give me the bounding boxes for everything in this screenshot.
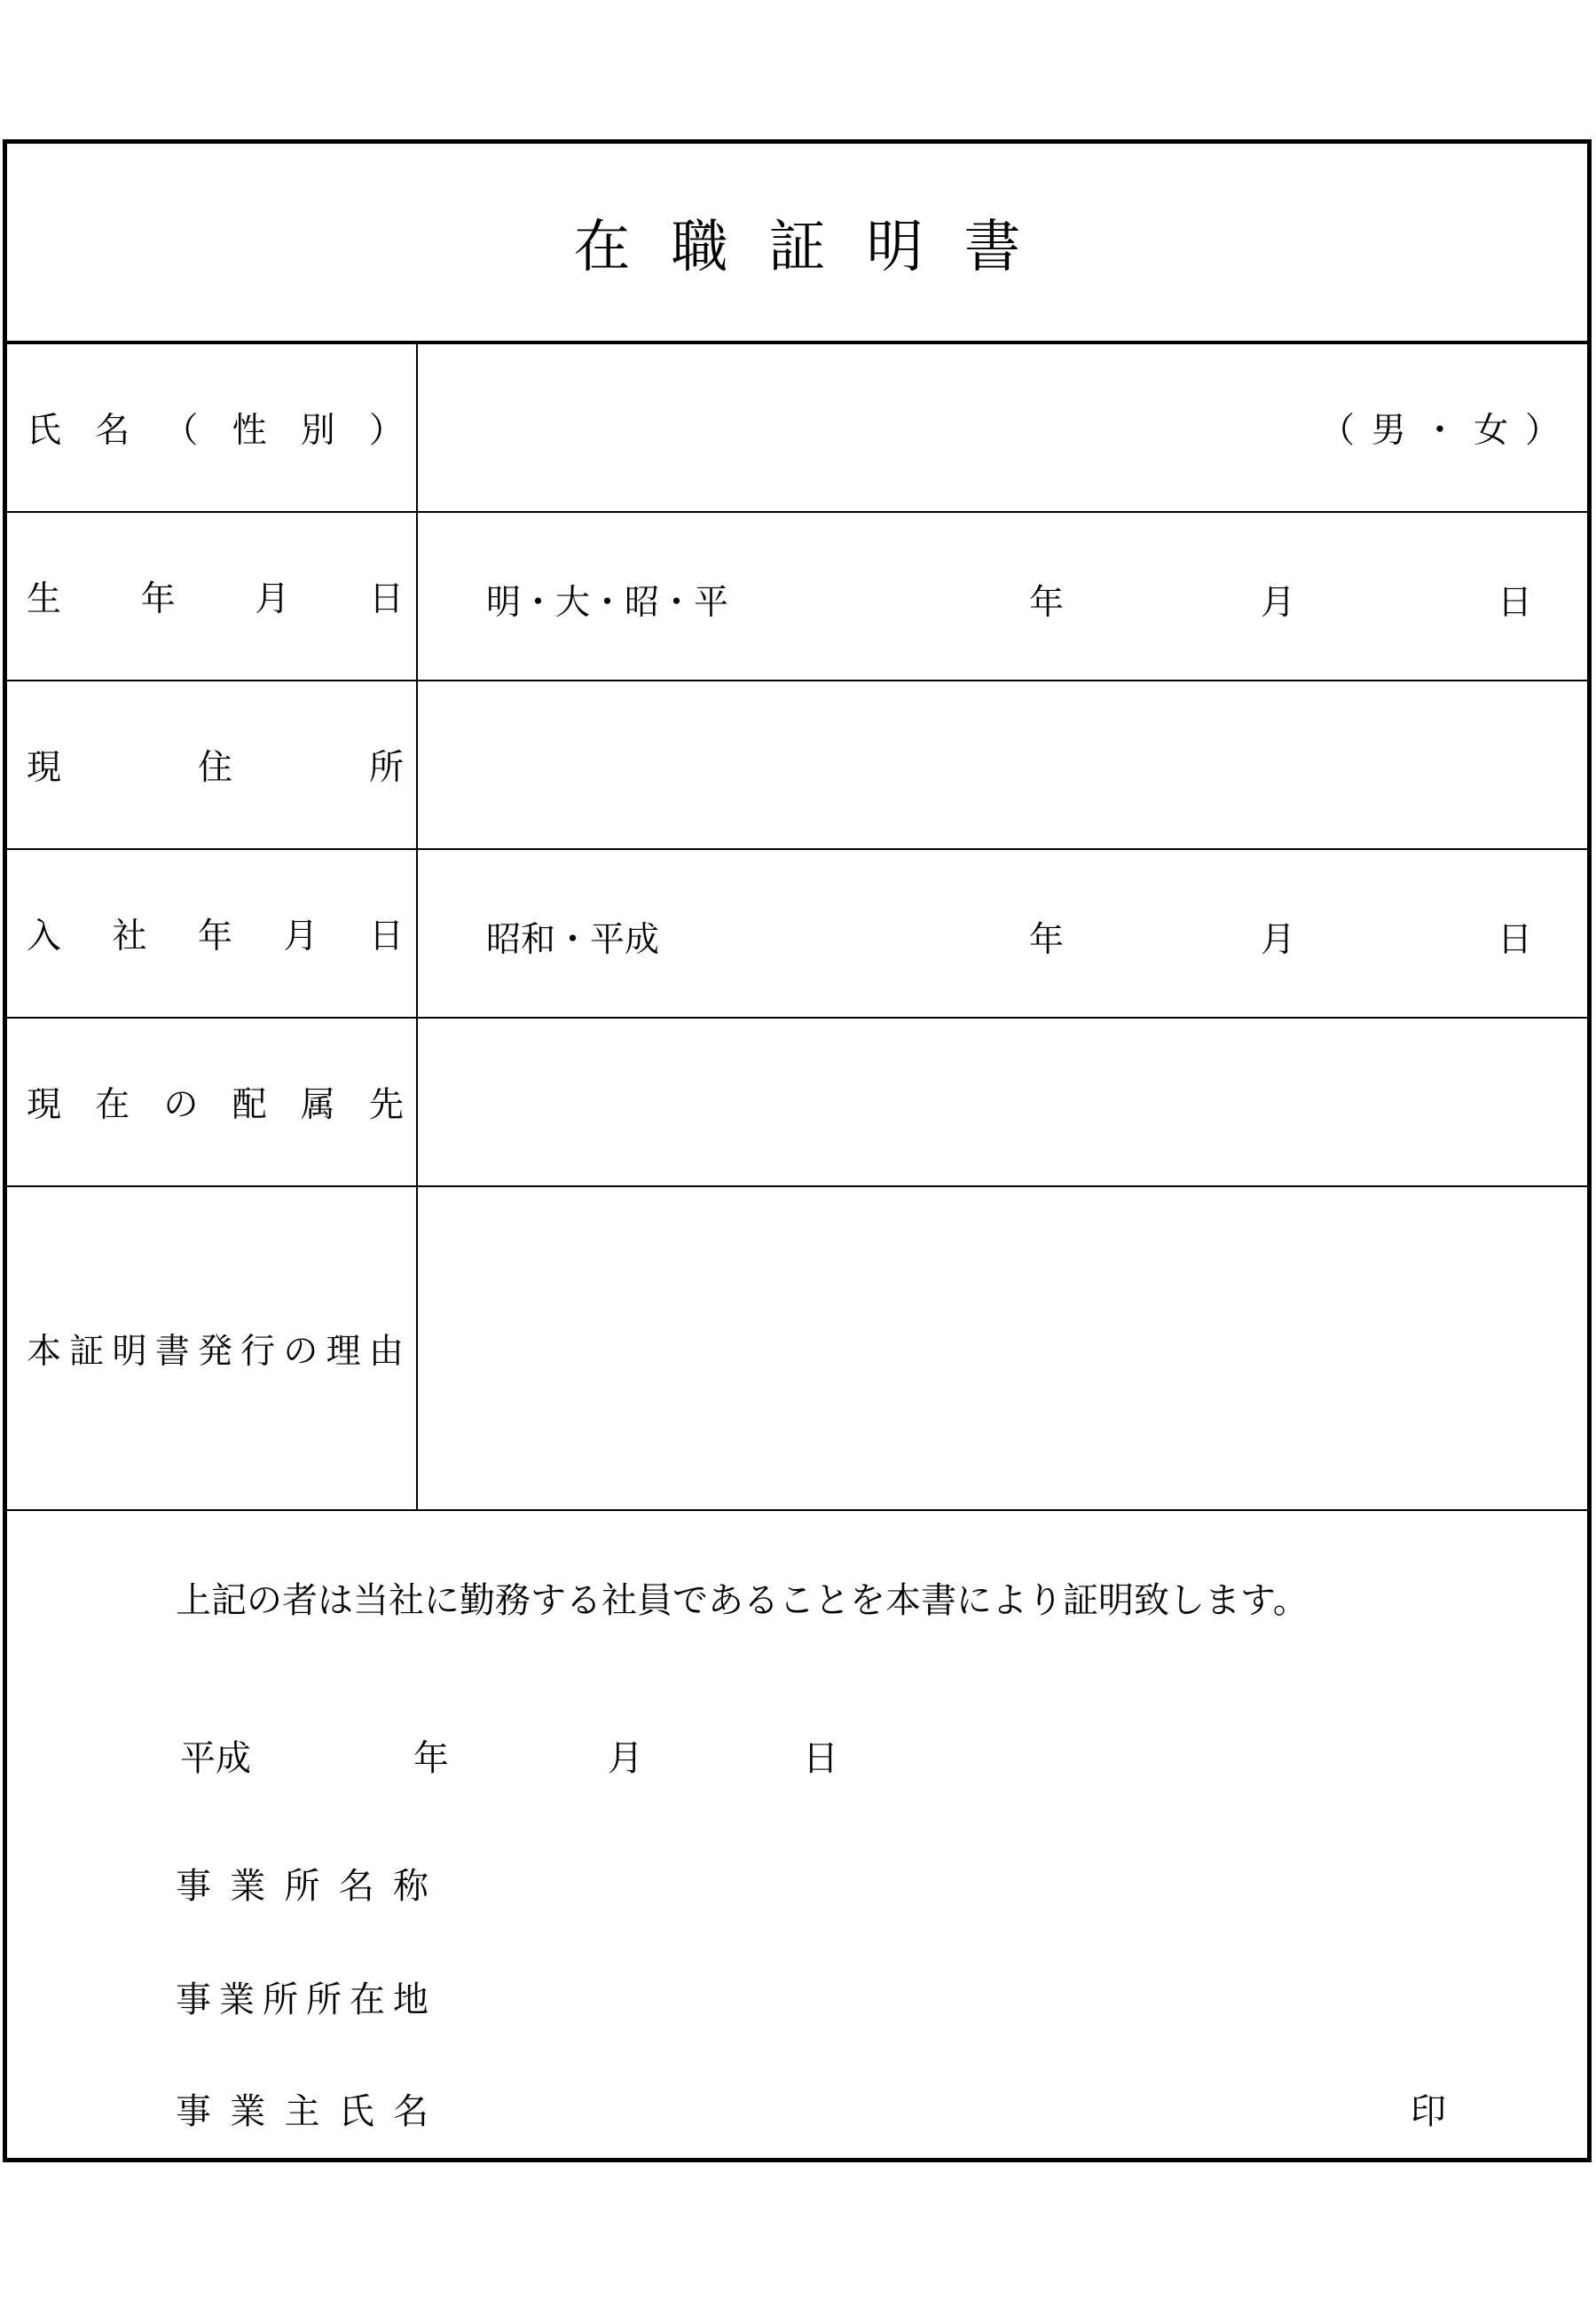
gender-female[interactable]: 女 [1474,411,1509,451]
label-char: 名 [338,1866,374,1907]
label-char: 別 [300,411,335,451]
label-char: 名 [95,411,130,451]
label-char: 事 [176,2091,211,2132]
label-char: 月 [255,579,290,619]
hire-date-year-unit: 年 [1029,920,1065,960]
label-char: 日 [368,579,404,619]
label-char: 在 [95,1085,130,1125]
office-address-label [176,1972,428,2022]
label-char: 行 [240,1331,276,1372]
label-char: 年 [140,579,176,619]
label-char: 地 [393,1979,428,2020]
label-char: 理 [326,1331,361,1372]
page-title: 在職証明書 [573,215,1062,280]
gender-male[interactable]: 男 [1371,411,1406,451]
label-char: 所 [263,1979,298,2020]
label-birthdate [27,513,404,680]
column-divider [416,344,418,1509]
birthdate-era-options[interactable]: 明・大・昭・平 [486,583,729,623]
label-char: 業 [230,1866,266,1907]
gender-char: ・ [1422,411,1458,451]
label-char: 性 [232,411,267,451]
office-name-label [176,1858,428,1909]
row-birthdate [7,513,1587,681]
label-char: ） [368,411,404,451]
certification-statement: 上記の者は当社に勤務する社員であることを本書により証明致します。 [176,1580,1309,1621]
label-char: 先 [368,1085,404,1125]
label-address [27,681,404,848]
label-char: 事 [176,1979,211,2020]
row-address [7,681,1587,850]
label-char: 日 [368,917,404,956]
hire-date-month-unit: 月 [1261,920,1296,960]
label-char: 生 [27,579,62,619]
row-reason [7,1187,1587,1511]
label-char: 氏 [27,411,62,451]
label-char: （ [163,411,199,451]
label-char: 発 [197,1331,232,1372]
label-char: 入 [27,917,62,956]
gender-options[interactable] [1320,344,1560,511]
label-char: の [163,1085,199,1125]
label-char: 所 [368,748,404,788]
row-name [7,344,1587,513]
label-char: 業 [219,1979,255,2020]
label-hire-date [27,850,404,1017]
label-char: 明 [112,1331,147,1372]
label-char: 在 [350,1979,385,2020]
label-char: の [283,1331,318,1372]
hire-date-era-options[interactable]: 昭和・平成 [486,920,660,960]
label-department [27,1019,404,1185]
label-reason [27,1187,404,1509]
issue-date-day-unit: 日 [803,1738,838,1779]
label-char: 住 [197,748,232,788]
label-name-gender [27,344,404,511]
issue-date-year-unit: 年 [413,1738,449,1779]
label-char: 現 [27,748,62,788]
label-char: 由 [368,1331,404,1372]
label-char: 配 [232,1085,267,1125]
label-char: 業 [230,2091,266,2132]
label-char: 年 [197,917,232,956]
label-char: 書 [154,1331,190,1372]
label-char: 称 [393,1866,428,1907]
label-char: 現 [27,1085,62,1125]
label-char: 社 [112,917,147,956]
birthdate-year-unit: 年 [1029,583,1065,623]
label-char: 本 [27,1331,62,1372]
birthdate-day-unit: 日 [1498,583,1533,623]
label-char: 所 [284,1866,320,1907]
label-char: 所 [306,1979,342,2020]
issue-date-month-unit: 月 [608,1738,643,1779]
birthdate-month-unit: 月 [1261,583,1296,623]
gender-char: ） [1524,411,1560,451]
label-char: 名 [393,2091,428,2132]
label-char: 事 [176,1866,211,1907]
issue-date-era: 平成 [180,1738,251,1779]
hire-date-day-unit: 日 [1498,920,1533,960]
title-row [7,144,1587,341]
row-hire-date [7,850,1587,1019]
label-char: 主 [284,2091,320,2132]
seal-mark: 印 [1411,2091,1446,2132]
gender-char: （ [1320,411,1356,451]
label-char: 属 [300,1085,335,1125]
owner-name-label [176,2083,428,2134]
row-department [7,1019,1587,1187]
label-char: 月 [283,917,318,956]
certificate-form [3,139,1592,2162]
label-char: 証 [69,1331,105,1372]
label-char: 氏 [338,2091,374,2132]
